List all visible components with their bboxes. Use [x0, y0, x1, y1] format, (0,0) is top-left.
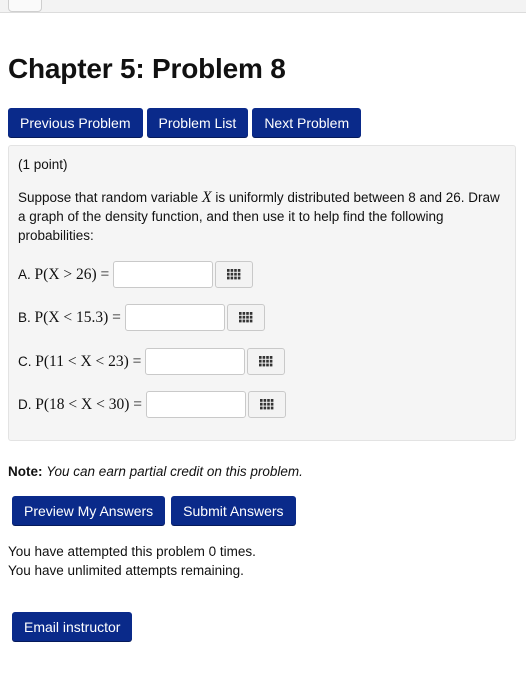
note-label: Note:	[8, 464, 43, 479]
keypad-grid-icon[interactable]	[227, 304, 265, 331]
statement-text-end: is uniformly distributed between 8 and 26. Draw a graph of the density function, and then use it to help find the following probabilities:	[18, 190, 500, 243]
problem-statement	[18, 188, 506, 245]
answer-input-a[interactable]	[113, 261, 213, 288]
answer-input-d[interactable]	[146, 391, 246, 418]
answer-row-b	[18, 304, 265, 331]
menu-toggle-button[interactable]	[8, 0, 42, 12]
attempts-count: You have attempted this problem 0 times.	[8, 544, 256, 559]
problem-navigation	[8, 108, 361, 137]
note-text: You can earn partial credit on this problem.	[46, 464, 303, 479]
answer-row-c	[18, 348, 285, 375]
math-variable: X	[201, 189, 212, 206]
answer-input-b[interactable]	[125, 304, 225, 331]
answer-actions	[12, 496, 296, 525]
preview-answers-button[interactable]: Preview My Answers	[12, 496, 165, 525]
keypad-grid-icon[interactable]	[248, 391, 286, 418]
answer-label-c: C. P(11 < X < 23) =	[18, 352, 142, 370]
keypad-grid-icon[interactable]	[247, 348, 285, 375]
answer-label-b: B. P(X < 15.3) =	[18, 308, 121, 326]
top-bar	[0, 0, 526, 13]
answer-row-d	[18, 391, 286, 418]
attempts-remaining: You have unlimited attempts remaining.	[8, 563, 244, 578]
previous-problem-button[interactable]: Previous Problem	[8, 108, 143, 137]
statement-text-start: Suppose that random variable	[18, 190, 202, 205]
problem-points: (1 point)	[18, 157, 68, 172]
keypad-grid-icon[interactable]	[215, 261, 253, 288]
answer-label-a: A. P(X > 26) =	[18, 265, 110, 283]
problem-list-button[interactable]: Problem List	[147, 108, 249, 137]
submit-answers-button[interactable]: Submit Answers	[171, 496, 295, 525]
partial-credit-note	[8, 464, 303, 479]
answer-label-d: D. P(18 < X < 30) =	[18, 395, 143, 413]
next-problem-button[interactable]: Next Problem	[252, 108, 361, 137]
attempts-info	[8, 542, 256, 580]
page-title: Chapter 5: Problem 8	[8, 53, 286, 84]
answer-input-c[interactable]	[145, 348, 245, 375]
answer-row-a	[18, 261, 253, 288]
problem-panel	[8, 145, 516, 441]
email-instructor-button[interactable]: Email instructor	[12, 612, 132, 641]
